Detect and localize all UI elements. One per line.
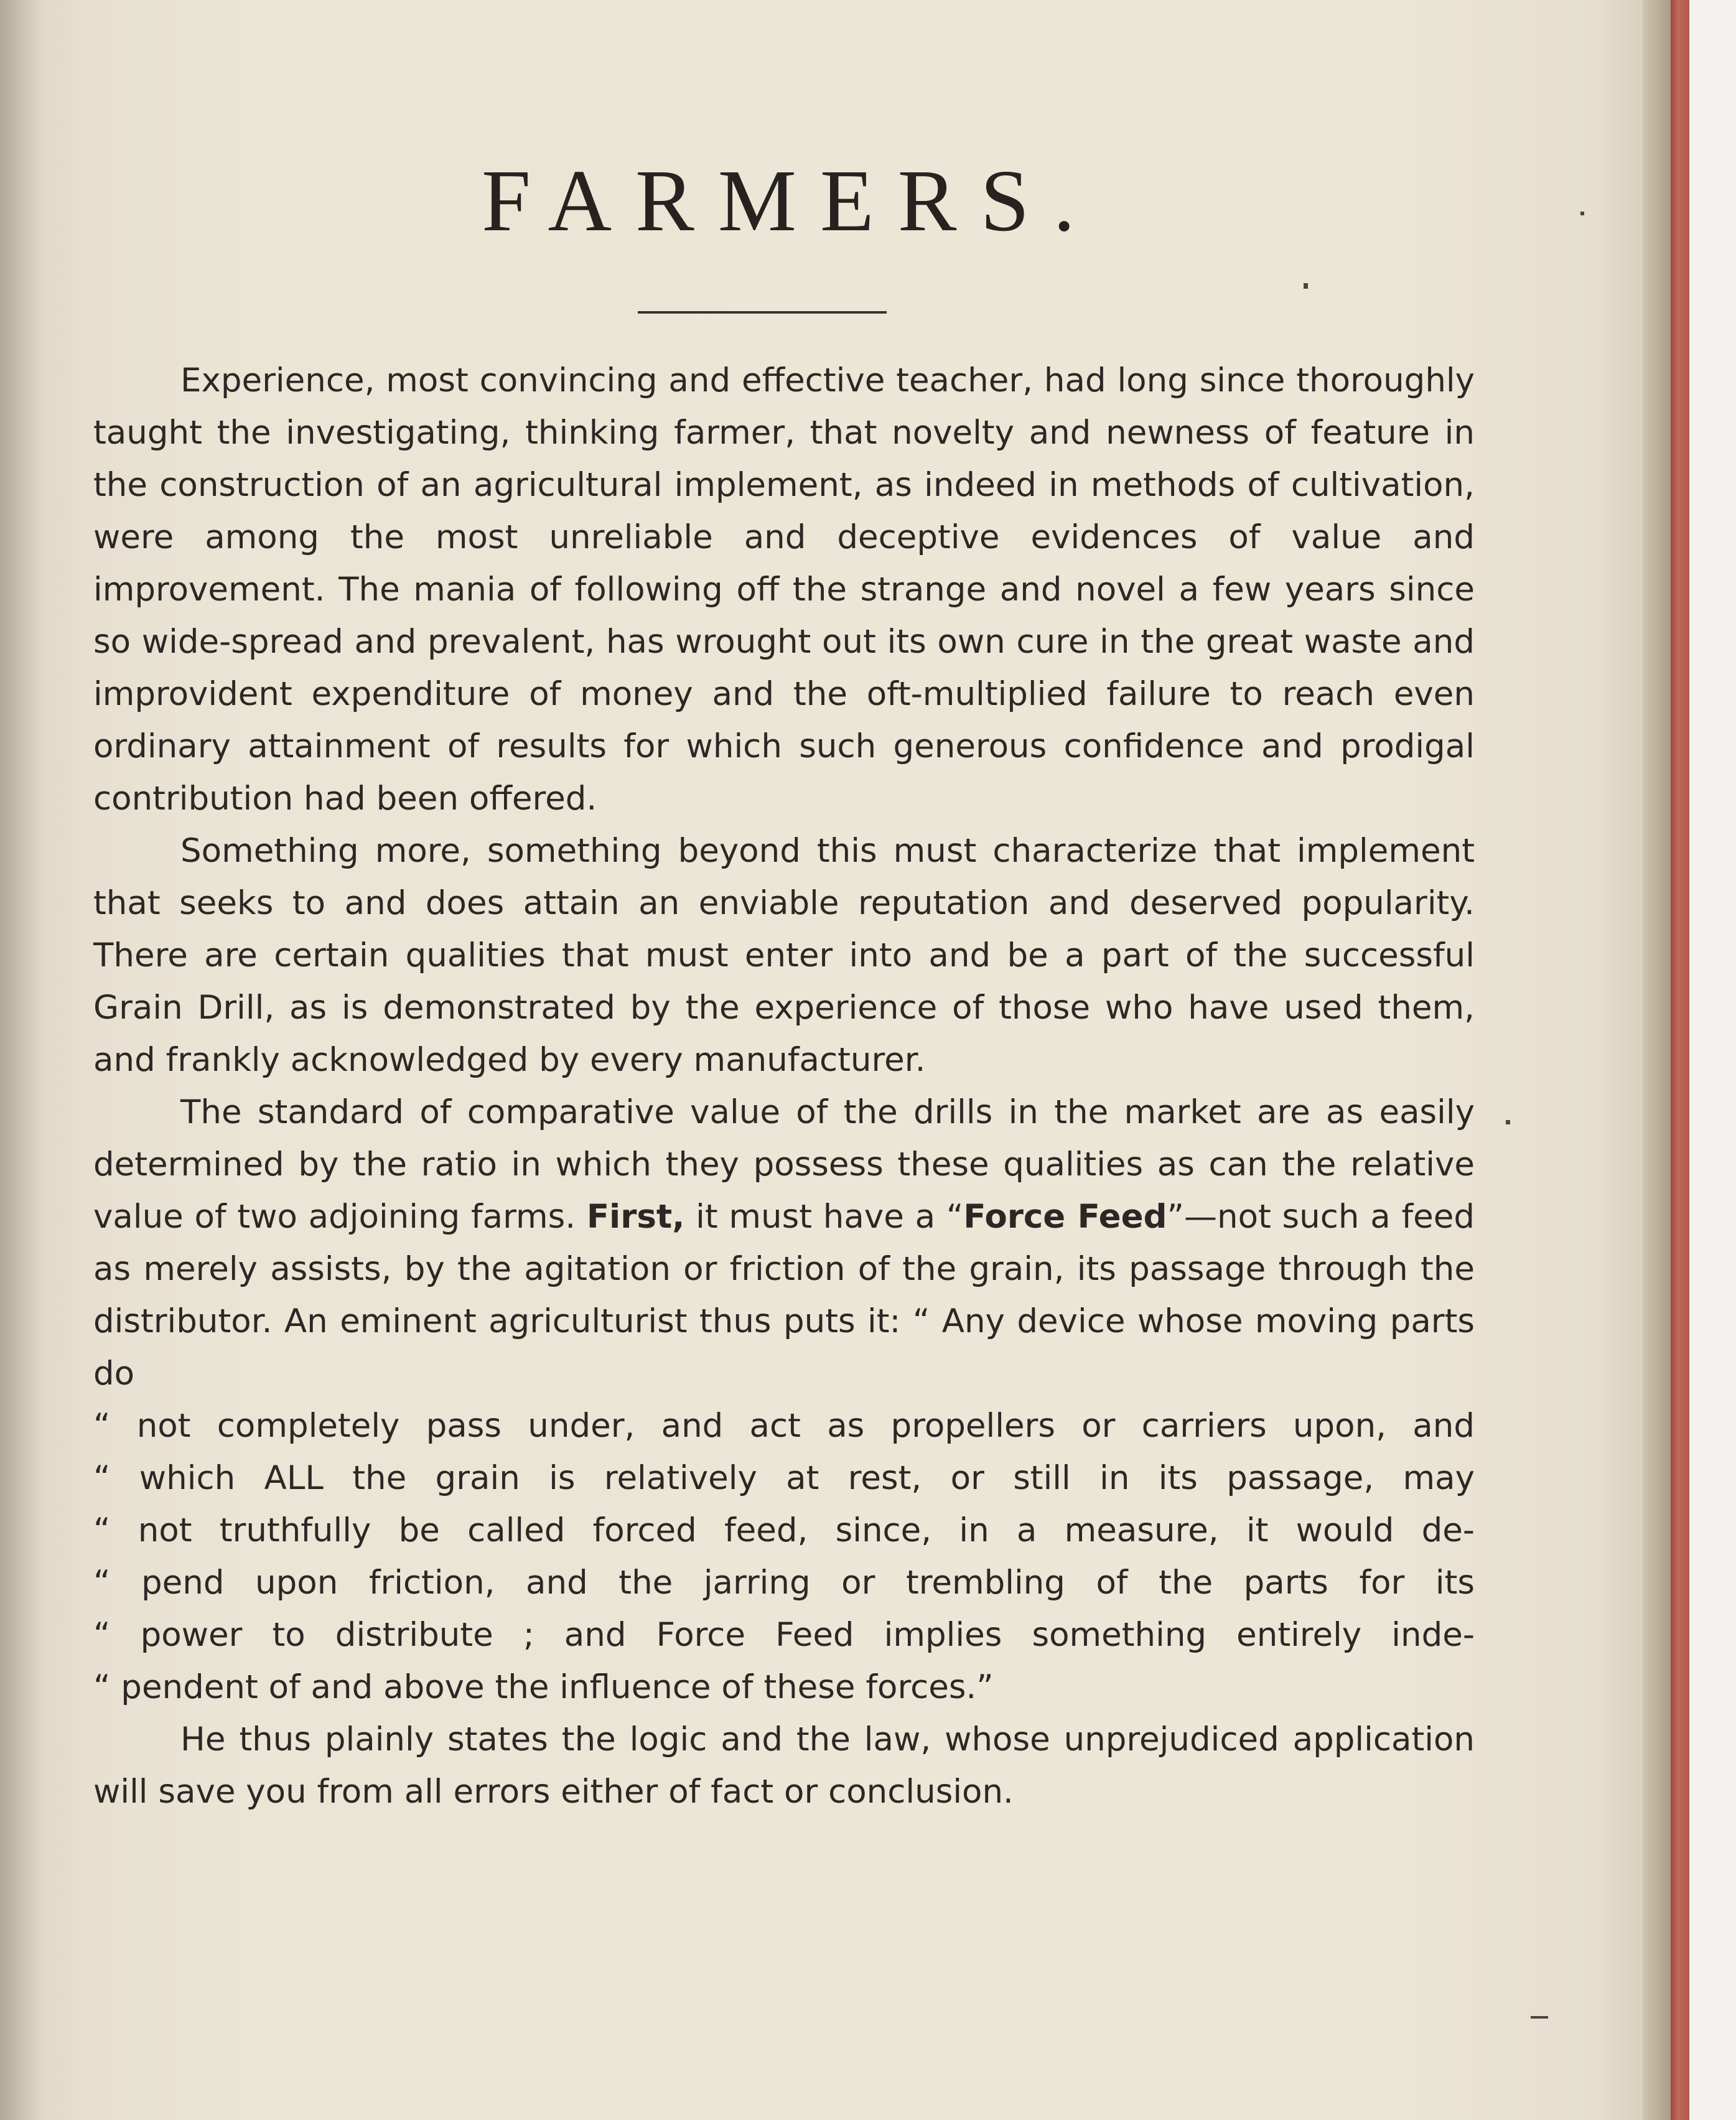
- paragraph-3-start: The standard of comparative value of the drills in the market are as easily determined by the ratio in which they possess these qualities as can the relative value of two adjoining farms.: [93, 1093, 1475, 1236]
- first-emphasis: First,: [586, 1198, 685, 1236]
- body-text: [93, 355, 1475, 1818]
- quote-line: “ pendent of and above the influence of these forces.”: [93, 1668, 994, 1706]
- paragraph-3-end: ”—not such a feed as merely assists, by the agitation or friction of the grain, its passage through the distributor. An eminent agriculturist thus puts it: “ Any device whose moving parts do: [93, 1198, 1475, 1393]
- force-feed-emphasis: Force Feed: [963, 1198, 1167, 1236]
- paragraph-3-mid: it must have a “: [696, 1198, 964, 1236]
- quote-line: “ which ALL the grain is relatively at rest, or still in its passage, may: [93, 1459, 1475, 1497]
- paragraph-3: [93, 1086, 1475, 1400]
- title-rule: [638, 311, 887, 314]
- quotation-block: [93, 1400, 1475, 1714]
- quote-line: “ power to distribute ; and Force Feed implies something entirely inde-: [93, 1616, 1475, 1654]
- paragraph-4: He thus plainly states the logic and the law, whose unprejudiced application will save you from all errors either of fact or conclusion.: [93, 1721, 1475, 1811]
- quote-line: “ not truthfully be called forced feed, since, in a measure, it would de-: [93, 1511, 1475, 1549]
- page-edge: [1643, 0, 1671, 2120]
- speck: [1531, 2016, 1548, 2019]
- speck: [1580, 212, 1584, 215]
- red-cover-edge: [1671, 0, 1689, 2120]
- quote-line: “ pend upon friction, and the jarring or trembling of the parts for its: [93, 1564, 1475, 1602]
- paragraph-2: Something more, something beyond this must characterize that implement that seeks to and does attain an enviable reputation and deserved popularity. There are certain qualities that must enter into and be a part of the successful Grain Drill, as is demonstrated by the experience of those who have used them, and frankly acknowledged by every manufacturer.: [93, 832, 1475, 1079]
- page-title: FARMERS.: [482, 151, 1099, 250]
- quote-line: “ not completely pass under, and act as propellers or carriers upon, and: [93, 1407, 1475, 1445]
- binding-shadow: [0, 0, 44, 2120]
- speck: [1304, 283, 1308, 289]
- speck: [1506, 1120, 1510, 1124]
- scan-margin: [1689, 0, 1736, 2120]
- paragraph-1: Experience, most convincing and effective teacher, had long since thoroughly taught the investigating, thinking farmer, that novelty and newness of feature in the construction of an agricultural implement, as indeed in methods of cultivation, were among the most unreliable and deceptive evidences of value and improvement. The mania of following off the strange and novel a few years since so wide-spread and prevalent, has wrought out its own cure in the great waste and improvident expenditure of money and the oft-multiplied failure to reach even ordinary attainment of results for which such generous confidence and prodigal contribution had been offered.: [93, 362, 1475, 818]
